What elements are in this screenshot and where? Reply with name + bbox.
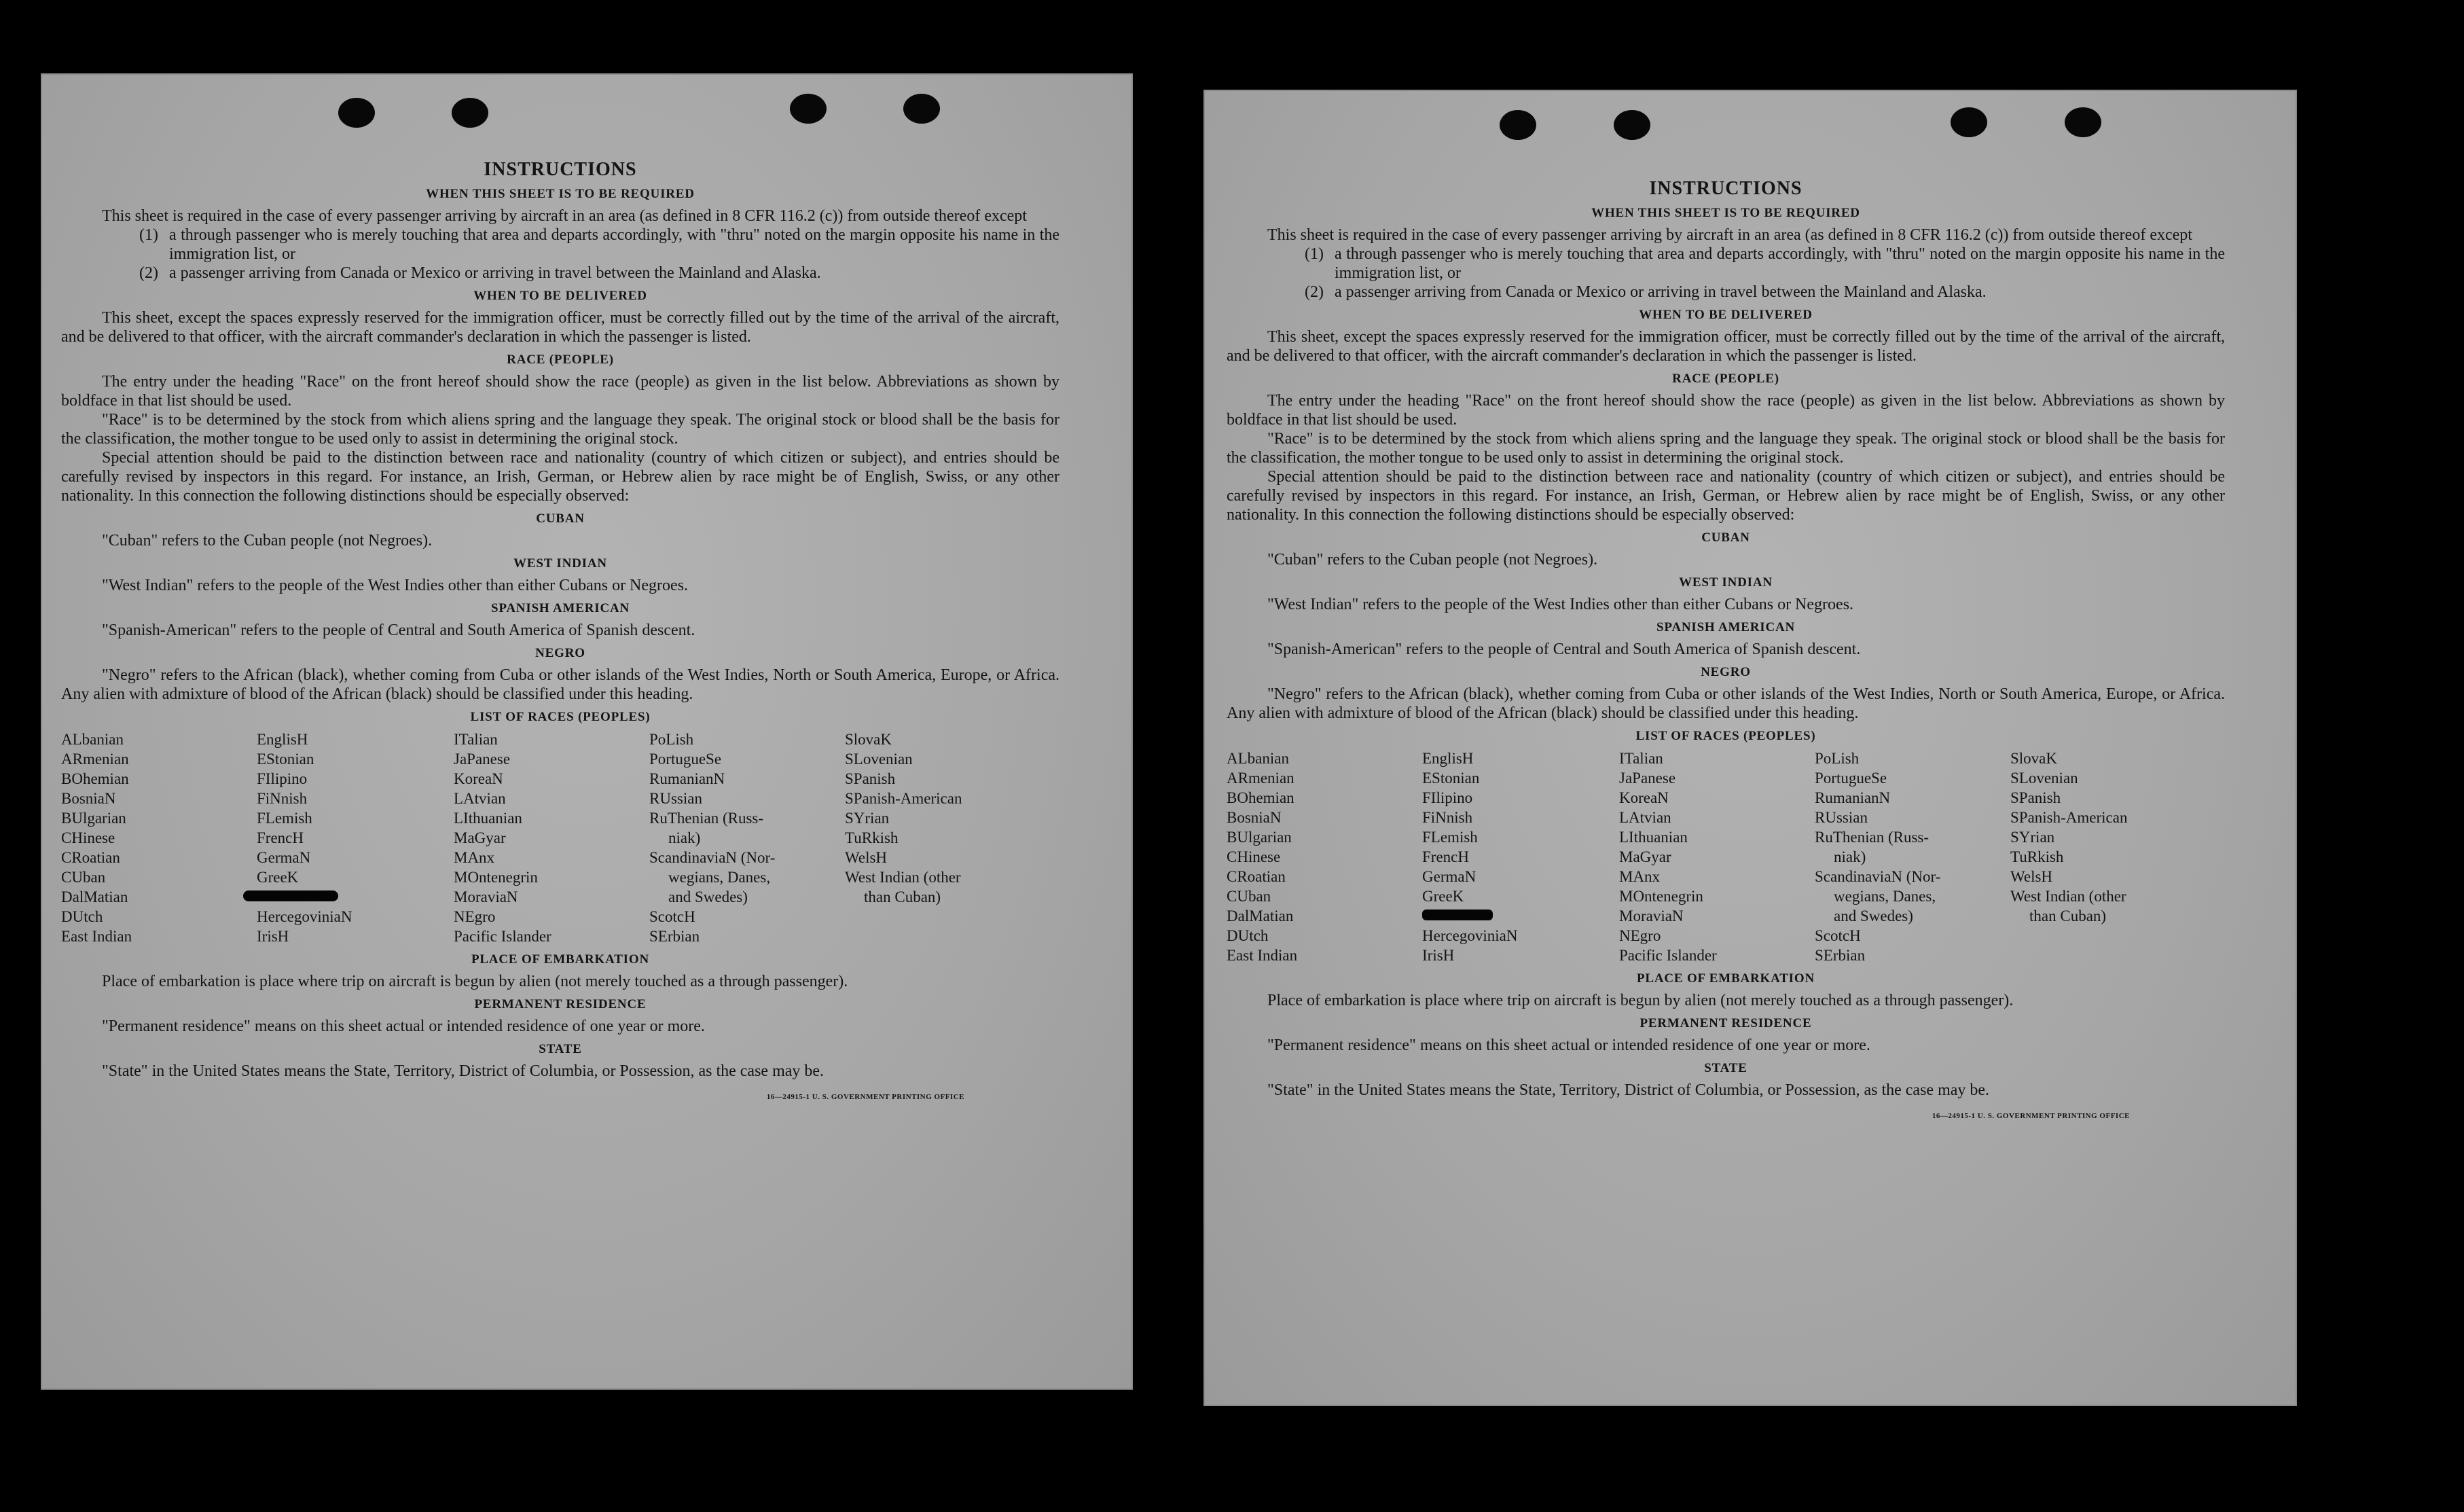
race-entry: and Swedes) bbox=[1834, 907, 1913, 924]
race-entry: GermaN bbox=[257, 849, 311, 866]
para-required: This sheet is required in the case of every passenger arriving by aircraft in an area (as defined in 8 CFR 116.2 (c)) from outside thereof except bbox=[102, 207, 1027, 225]
punch-hole bbox=[1500, 110, 1536, 140]
para-required: This sheet is required in the case of every passenger arriving by aircraft in an area (as defined in 8 CFR 116.2 (c)) from outside thereof except bbox=[1267, 226, 2192, 244]
race-entry: ARmenian bbox=[61, 751, 129, 768]
race-entry: EStonian bbox=[257, 751, 314, 768]
heading-required: WHEN THIS SHEET IS TO BE REQUIRED bbox=[1591, 206, 1860, 220]
race-entry: East Indian bbox=[61, 928, 132, 945]
heading-delivered: WHEN TO BE DELIVERED bbox=[1639, 308, 1813, 322]
heading-state: STATE bbox=[1704, 1061, 1747, 1075]
race-entry: TuRkish bbox=[845, 829, 899, 846]
race-entry: ALbanian bbox=[1227, 750, 1289, 767]
race-entry: than Cuban) bbox=[2029, 907, 2107, 924]
footer bbox=[1227, 1100, 2225, 1126]
para-spanish-american: "Spanish-American" refers to the people of Central and South America of Spanish descent. bbox=[102, 622, 695, 639]
sheet-left bbox=[41, 73, 1133, 1390]
races-column bbox=[2010, 749, 2214, 965]
punch-hole bbox=[790, 94, 827, 124]
race-entry: GreeK bbox=[257, 869, 299, 886]
doc-title: INSTRUCTIONS bbox=[1649, 178, 1802, 199]
race-entry: LIthuanian bbox=[454, 810, 522, 827]
heading-cuban: CUBAN bbox=[1701, 530, 1750, 545]
para-permanent-residence: "Permanent residence" means on this sheet actual or intended residence of one year or more. bbox=[102, 1018, 705, 1035]
item-text: a passenger arriving from Canada or Mexico or arriving in travel between the Mainland and Alaska. bbox=[169, 264, 821, 282]
item-text: a through passenger who is merely touching that area and departs accordingly, with "thru" noted on the margin opposite his name in the immigration list, or bbox=[169, 226, 1059, 263]
race-entry: ALbanian bbox=[61, 731, 124, 748]
doc-title: INSTRUCTIONS bbox=[484, 159, 637, 180]
race-entry: SYrian bbox=[2010, 829, 2055, 846]
item-number: (1) bbox=[139, 226, 158, 244]
race-entry: and Swedes) bbox=[668, 888, 748, 905]
race-entry: PoLish bbox=[649, 731, 694, 748]
race-entry: CRoatian bbox=[61, 849, 120, 866]
para-west-indian: "West Indian" refers to the people of the West Indies other than either Cubans or Negroes. bbox=[102, 577, 689, 594]
race-entry: KoreaN bbox=[454, 770, 503, 787]
para-race-1: The entry under the heading "Race" on the front hereof should show the race (people) as given in the list below. Abbreviations as shown by boldface in that list should be used. bbox=[61, 373, 1059, 410]
race-entry: RuThenian (Russ- bbox=[1815, 829, 1929, 846]
race-entry: FiNnish bbox=[1422, 809, 1473, 826]
redacted-entry bbox=[257, 887, 454, 907]
race-entry: SPanish-American bbox=[845, 790, 962, 807]
instructions-content bbox=[61, 159, 1059, 1106]
item-number: (1) bbox=[1305, 245, 1324, 263]
race-entry: SLovenian bbox=[845, 751, 913, 768]
race-entry: ScandinaviaN (Nor- bbox=[1815, 868, 1941, 885]
item-text: a passenger arriving from Canada or Mexico or arriving in travel between the Mainland and Alaska. bbox=[1335, 283, 1987, 301]
race-entry: RUssian bbox=[1815, 809, 1868, 826]
race-entry: PoLish bbox=[1815, 750, 1860, 767]
redacted-entry bbox=[1422, 906, 1619, 926]
race-entry: ScotcH bbox=[1815, 927, 1861, 944]
sheet-right bbox=[1203, 90, 2297, 1406]
item-number: (2) bbox=[139, 264, 158, 282]
race-entry: Pacific Islander bbox=[1619, 947, 1717, 964]
heading-race: RACE (PEOPLE) bbox=[1672, 372, 1779, 386]
race-entry: CHinese bbox=[1227, 848, 1281, 865]
race-entry: West Indian (other bbox=[2010, 888, 2126, 905]
para-cuban: "Cuban" refers to the Cuban people (not Negroes). bbox=[102, 532, 433, 550]
race-entry: FIlipino bbox=[257, 770, 308, 787]
punch-hole bbox=[338, 98, 375, 128]
heading-spanish-american: SPANISH AMERICAN bbox=[490, 601, 630, 615]
race-entry: SPanish bbox=[2010, 789, 2061, 806]
race-entry: than Cuban) bbox=[864, 888, 941, 905]
race-entry: BOhemian bbox=[61, 770, 129, 787]
heading-west-indian: WEST INDIAN bbox=[1679, 575, 1773, 590]
race-entry: SYrian bbox=[845, 810, 890, 827]
race-entry: MoraviaN bbox=[454, 888, 518, 905]
race-entry: BUlgarian bbox=[61, 810, 126, 827]
heading-permanent-residence: PERMANENT RESIDENCE bbox=[1639, 1016, 1812, 1030]
para-state: "State" in the United States means the State, Territory, District of Columbia, or Possession, as the case may be. bbox=[1267, 1081, 1990, 1099]
race-entry: niak) bbox=[668, 829, 701, 846]
para-race-2: "Race" is to be determined by the stock from which aliens spring and the language they speak. The original stock or blood shall be the basis for the classification, the mother tongue to be used only to assist in determining the original stock. bbox=[1227, 430, 2225, 467]
race-entry: RumanianN bbox=[649, 770, 725, 787]
race-entry: GreeK bbox=[1422, 888, 1464, 905]
race-entry: HercegoviniaN bbox=[257, 908, 352, 925]
printer-imprint: 16—24915-1 U. S. GOVERNMENT PRINTING OFFICE bbox=[766, 1093, 964, 1101]
para-race-3: Special attention should be paid to the distinction between race and nationality (country of which citizen or subject), and entries should be carefully revised by inspectors in this regard. For instance, an Irish, German, or Hebrew alien by race might be of English, Swiss, or any other nationality. In this connection the following distinctions should be especially observed: bbox=[61, 449, 1059, 505]
race-entry: Pacific Islander bbox=[454, 928, 551, 945]
exception-item-1 bbox=[61, 226, 1059, 264]
race-entry: wegians, Danes, bbox=[1834, 888, 1936, 905]
exception-item-1 bbox=[1227, 245, 2225, 283]
races-column bbox=[845, 730, 1049, 946]
races-table bbox=[1227, 749, 2225, 965]
para-cuban: "Cuban" refers to the Cuban people (not Negroes). bbox=[1267, 551, 1598, 569]
para-embarkation: Place of embarkation is place where trip on aircraft is begun by alien (not merely touched as a through passenger). bbox=[1267, 992, 2014, 1009]
para-state: "State" in the United States means the State, Territory, District of Columbia, or Possession, as the case may be. bbox=[102, 1062, 825, 1080]
instructions-content bbox=[1227, 178, 2225, 1126]
race-entry: ScandinaviaN (Nor- bbox=[649, 849, 776, 866]
race-entry: RumanianN bbox=[1815, 789, 1891, 806]
race-entry: BosniaN bbox=[1227, 809, 1282, 826]
item-number: (2) bbox=[1305, 283, 1324, 301]
printer-imprint: 16—24915-1 U. S. GOVERNMENT PRINTING OFFICE bbox=[1932, 1112, 2130, 1120]
race-entry: SPanish-American bbox=[2010, 809, 2128, 826]
race-entry: HercegoviniaN bbox=[1422, 927, 1518, 944]
races-column bbox=[649, 730, 845, 946]
para-embarkation: Place of embarkation is place where trip on aircraft is begun by alien (not merely touched as a through passenger). bbox=[102, 973, 848, 990]
heading-race: RACE (PEOPLE) bbox=[507, 353, 614, 367]
races-column bbox=[61, 730, 257, 946]
punch-hole bbox=[903, 94, 940, 124]
race-entry: NEgro bbox=[1619, 927, 1661, 944]
race-entry: MoraviaN bbox=[1619, 907, 1684, 924]
heading-cuban: CUBAN bbox=[536, 511, 585, 526]
heading-permanent-residence: PERMANENT RESIDENCE bbox=[474, 997, 647, 1011]
para-delivered: This sheet, except the spaces expressly reserved for the immigration officer, must be correctly filled out by the time of the arrival of the aircraft, and be delivered to that officer, with the aircraft commander's declaration in which the passenger is listed. bbox=[1227, 328, 2225, 365]
race-entry: MAnx bbox=[1619, 868, 1661, 885]
race-entry: FrencH bbox=[1422, 848, 1469, 865]
race-entry: RUssian bbox=[649, 790, 702, 807]
para-negro: "Negro" refers to the African (black), whether coming from Cuba or other islands of the West Indies, North or South America, Europe, or Africa. Any alien with admixture of blood of the African (black) should be classified under this heading. bbox=[1227, 685, 2225, 722]
heading-negro: NEGRO bbox=[1701, 665, 1751, 679]
race-entry: EStonian bbox=[1422, 770, 1480, 787]
race-entry: FLemish bbox=[257, 810, 312, 827]
race-entry: LAtvian bbox=[454, 790, 506, 807]
race-entry: CRoatian bbox=[1227, 868, 1286, 885]
para-negro: "Negro" refers to the African (black), whether coming from Cuba or other islands of the West Indies, North or South America, Europe, or Africa. Any alien with admixture of blood of the African (black) should be classified under this heading. bbox=[61, 666, 1059, 703]
race-entry: MOntenegrin bbox=[1619, 888, 1703, 905]
race-entry: ScotcH bbox=[649, 908, 695, 925]
race-entry: DUtch bbox=[1227, 927, 1269, 944]
race-entry: TuRkish bbox=[2010, 848, 2064, 865]
race-entry: LIthuanian bbox=[1619, 829, 1688, 846]
race-entry: JaPanese bbox=[454, 751, 511, 768]
race-entry: ITalian bbox=[1619, 750, 1663, 767]
race-entry: IrisH bbox=[1422, 947, 1455, 964]
race-entry: FIlipino bbox=[1422, 789, 1473, 806]
races-column bbox=[257, 730, 454, 946]
heading-required: WHEN THIS SHEET IS TO BE REQUIRED bbox=[426, 187, 695, 201]
race-entry: MAnx bbox=[454, 849, 495, 866]
item-text: a through passenger who is merely touching that area and departs accordingly, with "thru" noted on the margin opposite his name in the immigration list, or bbox=[1335, 245, 2225, 282]
races-column bbox=[1422, 749, 1619, 965]
heading-west-indian: WEST INDIAN bbox=[513, 556, 607, 571]
races-column bbox=[1815, 749, 2010, 965]
para-west-indian: "West Indian" refers to the people of the West Indies other than either Cubans or Negroes. bbox=[1267, 596, 1854, 613]
race-entry: West Indian (other bbox=[845, 869, 961, 886]
race-entry: GermaN bbox=[1422, 868, 1476, 885]
punch-hole bbox=[1951, 107, 1987, 137]
exception-item-2 bbox=[61, 264, 1059, 283]
races-table bbox=[61, 730, 1059, 946]
race-entry: BosniaN bbox=[61, 790, 116, 807]
heading-spanish-american: SPANISH AMERICAN bbox=[1656, 620, 1796, 634]
races-column bbox=[1227, 749, 1422, 965]
race-entry: EnglisH bbox=[1422, 750, 1474, 767]
para-race-1: The entry under the heading "Race" on the front hereof should show the race (people) as given in the list below. Abbreviations as shown by boldface in that list should be used. bbox=[1227, 392, 2225, 429]
race-entry: FiNnish bbox=[257, 790, 308, 807]
race-entry: PortugueSe bbox=[1815, 770, 1887, 787]
race-entry: SLovenian bbox=[2010, 770, 2078, 787]
heading-list-of-races: LIST OF RACES (PEOPLES) bbox=[1635, 729, 1816, 743]
para-race-2: "Race" is to be determined by the stock from which aliens spring and the language they speak. The original stock or blood shall be the basis for the classification, the mother tongue to be used only to assist in determining the original stock. bbox=[61, 411, 1059, 448]
race-entry: IrisH bbox=[257, 928, 289, 945]
punch-hole bbox=[1614, 110, 1650, 140]
race-entry: East Indian bbox=[1227, 947, 1298, 964]
race-entry: niak) bbox=[1834, 848, 1866, 865]
race-entry: SErbian bbox=[1815, 947, 1866, 964]
race-entry: PortugueSe bbox=[649, 751, 722, 768]
race-entry: JaPanese bbox=[1619, 770, 1676, 787]
heading-embarkation: PLACE OF EMBARKATION bbox=[471, 952, 649, 967]
race-entry: CUban bbox=[61, 869, 106, 886]
heading-list-of-races: LIST OF RACES (PEOPLES) bbox=[470, 710, 651, 724]
race-entry: BUlgarian bbox=[1227, 829, 1292, 846]
race-entry: ARmenian bbox=[1227, 770, 1294, 787]
race-entry: FrencH bbox=[257, 829, 304, 846]
race-entry: MaGyar bbox=[454, 829, 506, 846]
races-column bbox=[454, 730, 649, 946]
race-entry: EnglisH bbox=[257, 731, 308, 748]
race-entry: SErbian bbox=[649, 928, 700, 945]
race-entry: MaGyar bbox=[1619, 848, 1671, 865]
heading-embarkation: PLACE OF EMBARKATION bbox=[1637, 971, 1815, 986]
punch-hole bbox=[452, 98, 488, 128]
race-entry: KoreaN bbox=[1619, 789, 1669, 806]
heading-state: STATE bbox=[539, 1042, 582, 1056]
race-entry: LAtvian bbox=[1619, 809, 1671, 826]
race-entry: DalMatian bbox=[61, 888, 128, 905]
race-entry: DUtch bbox=[61, 908, 103, 925]
para-permanent-residence: "Permanent residence" means on this sheet actual or intended residence of one year or more. bbox=[1267, 1037, 1870, 1054]
race-entry: MOntenegrin bbox=[454, 869, 538, 886]
heading-negro: NEGRO bbox=[535, 646, 585, 660]
race-entry: BOhemian bbox=[1227, 789, 1294, 806]
race-entry: CHinese bbox=[61, 829, 115, 846]
race-entry: wegians, Danes, bbox=[668, 869, 771, 886]
race-entry: ITalian bbox=[454, 731, 498, 748]
footer bbox=[61, 1081, 1059, 1106]
exception-item-2 bbox=[1227, 283, 2225, 302]
punch-hole bbox=[2065, 107, 2101, 137]
race-entry: NEgro bbox=[454, 908, 496, 925]
para-spanish-american: "Spanish-American" refers to the people of Central and South America of Spanish descent. bbox=[1267, 641, 1861, 658]
race-entry: WelsH bbox=[845, 849, 888, 866]
race-entry: SPanish bbox=[845, 770, 896, 787]
races-column bbox=[1619, 749, 1815, 965]
para-delivered: This sheet, except the spaces expressly reserved for the immigration officer, must be correctly filled out by the time of the arrival of the aircraft, and be delivered to that officer, with the aircraft commander's declaration in which the passenger is listed. bbox=[61, 309, 1059, 346]
para-race-3: Special attention should be paid to the distinction between race and nationality (country of which citizen or subject), and entries should be carefully revised by inspectors in this regard. For instance, an Irish, German, or Hebrew alien by race might be of English, Swiss, or any other nationality. In this connection the following distinctions should be especially observed: bbox=[1227, 468, 2225, 524]
race-entry: WelsH bbox=[2010, 868, 2053, 885]
race-entry: SlovaK bbox=[845, 731, 892, 748]
race-entry: FLemish bbox=[1422, 829, 1478, 846]
race-entry: DalMatian bbox=[1227, 907, 1294, 924]
race-entry: SlovaK bbox=[2010, 750, 2057, 767]
race-entry: CUban bbox=[1227, 888, 1271, 905]
heading-delivered: WHEN TO BE DELIVERED bbox=[473, 289, 647, 303]
race-entry: RuThenian (Russ- bbox=[649, 810, 764, 827]
